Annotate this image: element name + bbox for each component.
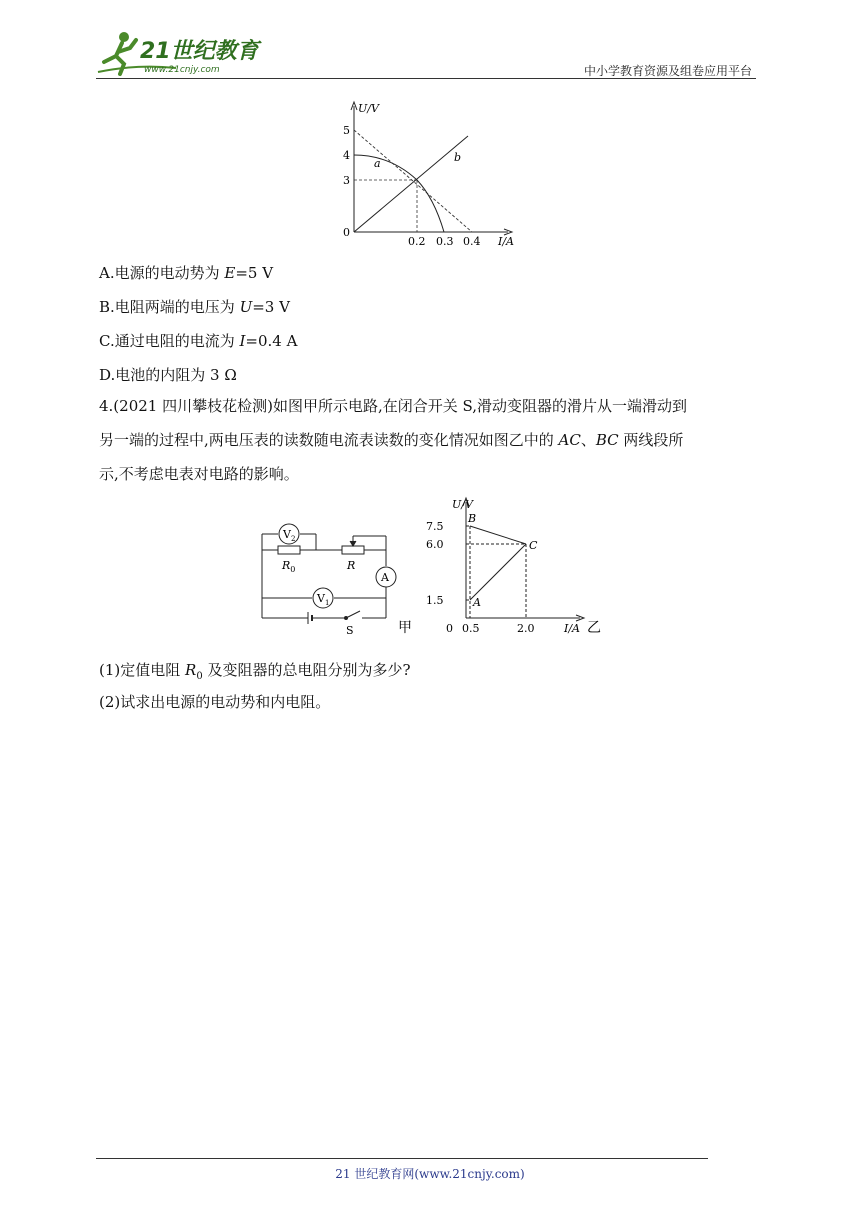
platform-name: 中小学教育资源及组卷应用平台 [583, 64, 752, 78]
page-header [96, 28, 756, 80]
option-b: B.电阻两端的电压为 U=3 V [99, 298, 290, 316]
svg-text:21世纪教育: 21世纪教育 [140, 39, 259, 64]
footer-text: 21 世纪教育网(www.21cnjy.com) [335, 1167, 525, 1181]
y-axis-label: U/V [358, 102, 379, 115]
y-tick-5: 5 [343, 124, 350, 137]
y-tick-60: 6.0 [426, 538, 444, 551]
footer-divider [96, 1158, 708, 1159]
header-divider [96, 78, 756, 79]
sub-question-2: (2)试求出电源的电动势和内电阻。 [99, 693, 331, 711]
y-tick-3: 3 [343, 174, 350, 187]
figure-yi-label: 乙 [587, 620, 601, 636]
line-b-label: b [454, 151, 462, 164]
circuit-and-graph [252, 494, 602, 644]
sub-question-1: (1)定值电阻 $R_0$ 及变阻器的总电阻分别为多少? [99, 661, 411, 682]
v2-label: $V_2$ [283, 528, 296, 543]
switch-label: S [346, 624, 354, 637]
y-tick-4: 4 [343, 149, 350, 162]
x-axis-label: I/A [498, 235, 514, 248]
option-c: C.通过电阻的电流为 I=0.4 A [99, 332, 298, 350]
x-tick-02: 0.2 [408, 235, 426, 248]
point-a-label: A [473, 596, 481, 609]
y-tick-75: 7.5 [426, 520, 444, 533]
graph-origin: 0 [446, 622, 453, 635]
origin-label: 0 [343, 226, 350, 239]
r0-label: $R_0$ [282, 559, 296, 574]
r-label: R [347, 559, 356, 572]
curve-a-label: a [374, 157, 381, 170]
svg-text:www.21cnjy.com: www.21cnjy.com [144, 65, 220, 75]
graph-y-label: U/V [452, 498, 473, 511]
x-tick-05: 0.5 [462, 622, 480, 635]
ui-graph-1 [330, 98, 530, 250]
v1-label: $V_1$ [317, 592, 330, 607]
logo [96, 28, 266, 78]
y-tick-15: 1.5 [426, 594, 444, 607]
graph-x-label: I/A [564, 622, 580, 635]
graph-yi [463, 498, 584, 621]
point-b-label: B [468, 512, 477, 525]
x-tick-20: 2.0 [517, 622, 535, 635]
x-tick-04: 0.4 [463, 235, 481, 248]
question-4-text: 4.(2021 四川攀枝花检测)如图甲所示电路,在闭合开关 S,滑动变阻器的滑片从一端滑动到 另一端的过程中,两电压表的读数随电流表读数的变化情况如图乙中的 AC、BC 两线段所 示,不考虑电表对电路的影响。 [99, 397, 688, 483]
figure-jia-label: 甲 [398, 620, 412, 636]
option-a: A.电源的电动势为 E=5 V [99, 264, 274, 282]
option-d: D.电池的内阻为 3 Ω [99, 366, 237, 384]
point-c-label: C [529, 539, 538, 552]
x-tick-03: 0.3 [436, 235, 454, 248]
ammeter-label: A [381, 571, 389, 584]
